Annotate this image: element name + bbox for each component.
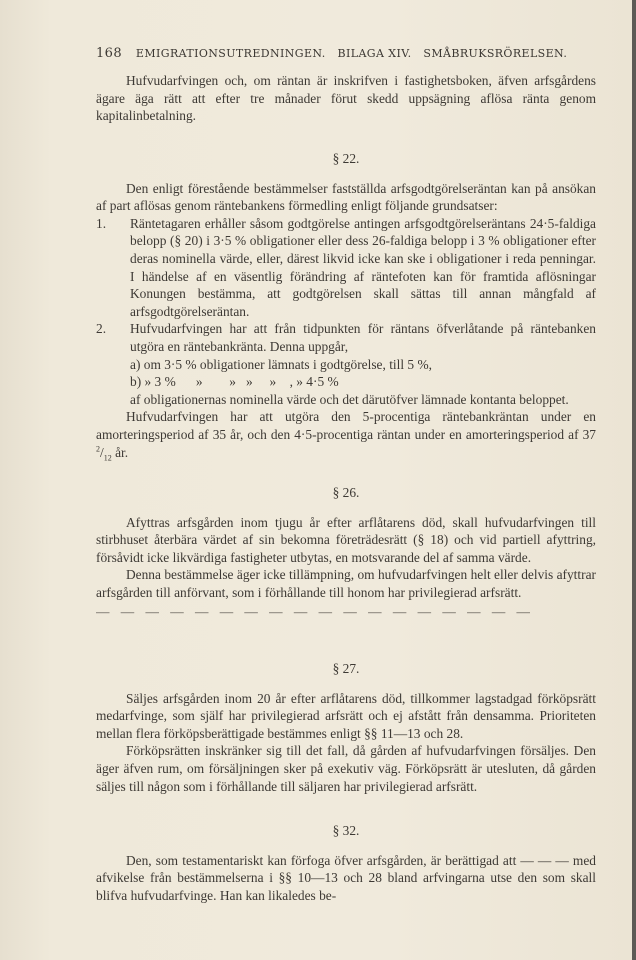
page-edge-shadow — [632, 0, 636, 960]
sub-item-tail: af obligationernas nominella värde och det därutöfver lämnade kontanta beloppet. — [130, 391, 569, 407]
sub-item-a: a) om 3·5 % obligationer lämnats i godtgörelse, till 5 %, — [130, 356, 432, 372]
section-32-paragraph-1: Den, som testamentariskt kan förfoga öfver arfsgården, är berättigad att — — — med afvikelse från bestämmelserna i §§ 10—13 och 28 bland arfvingarna utse den som skall blifva hufvudarfvinge. Han kan likaledes be- — [96, 852, 596, 903]
section-26-heading: § 26. — [332, 485, 360, 500]
section-27-paragraph-1: Säljes arfsgården inom 20 år efter arflåtarens död, tillkommer lagstadgad förköpsrätt medarfvinge, som själf har privilegierad arfsrätt och ej afstått från densamma. Prioriteten mellan flera förköpsberättigade bestämmes enligt §§ 11—13 och 28. — [96, 690, 596, 741]
intro-paragraph — [96, 72, 596, 125]
section-26 — [96, 484, 596, 620]
closing-lead: Hufvudarfvingen har att utgöra den 5-procentiga räntebankräntan under en amorteringsperiod af 35 år, och den 4·5-procentiga räntan under en amorteringsperiod af 37 — [96, 409, 596, 442]
list-item-2-number: 2. — [96, 321, 107, 337]
section-22-intro: Den enligt förestående bestämmelser fastställda arfsgodtgörelseräntan kan på ansökan af part aflösas genom räntebankens förmedling enligt följande grundsatser: — [96, 180, 596, 214]
list-item-2-text: Hufvudarfvingen har att från tidpunkten för räntans öfverlåtande på räntebanken utgöra en räntebankränta. Denna uppgår, — [130, 321, 596, 354]
section-26-paragraph-2: Denna bestämmelse äger icke tillämpning, om hufvudarfvingen helt eller delvis afyttrar arfsgården till anförvant, som i förhållande till honom har privilegierad arfsrätt. — [96, 567, 596, 600]
fraction-numerator: 2 — [96, 444, 100, 454]
section-22 — [96, 150, 596, 461]
section-22-closing: Hufvudarfvingen har att utgöra den 5-procentiga räntebankräntan under en amorteringsperiod af 35 år, och den 4·5-procentiga räntan under en amorteringsperiod af 37 $^2/_{12}$ år. — [96, 409, 596, 463]
intro-text: Hufvudarfvingen och, om räntan är inskrifven i fastighetsboken, äfven arfsgårdens ägare äga rätt att efter tre månader förut skedd uppsägning aflösa ränta genom kapitalinbetalning. — [96, 73, 596, 124]
fraction-denominator: 12 — [103, 453, 112, 463]
section-26-paragraph-1: Afyttras arfsgården inom tjugu år efter arflåtarens död, skall hufvudarfvingen till stirbhuset återbära värdet af sin bekomna företrädesrätt (§ 18) och vid partiell afyttring, försåvidt icke likvärdiga fastigheter utbytas, en motsvarande del af samma värde. — [96, 514, 596, 565]
sub-item-b: b) » 3 % » » » » , » 4·5 % — [130, 374, 339, 390]
list-item-1-number: 1. — [96, 215, 107, 231]
section-27-paragraph-2: Förköpsrätten inskränker sig till det fall, då gården af hufvudarfvingen försäljes. Den äger äfven rum, om försäljningen sker på exekutiv väg. Förköpsrätt är utesluten, då gården säljes till någon som i förhållande till säljaren har privilegierad arfsrätt. — [96, 743, 596, 794]
list-item-1-text: Räntetagaren erhåller såsom godtgörelse antingen arfsgodtgörelseräntans 24·5-faldiga belopp (§ 20) i 3·5 % obligationer eller dess 26-faldiga belopp i 3 % obligationer efter deras nominella värde, eller, därest likvid icke kan ske i obligationer i reda penningar. I händelse af en väsentlig förändring af räntefoten kan för framtida aflösningar Konungen bestämma, att godtgörelsen skall sättas till annan mångfald af arfsgodtgörelseräntan. — [130, 215, 596, 319]
running-header — [96, 46, 596, 61]
page-number: 168 — [96, 46, 123, 61]
closing-tail: år. — [111, 444, 129, 460]
section-32 — [96, 822, 596, 904]
list-item-2 — [96, 320, 596, 355]
section-divider: — — — — — — — — — — — — — — — — — — — [96, 603, 534, 619]
header-appendix: BILAGA XIV. — [337, 47, 412, 60]
list-item-1 — [96, 215, 596, 321]
section-27 — [96, 660, 596, 795]
section-22-heading: § 22. — [332, 151, 360, 166]
section-27-heading: § 27. — [332, 661, 360, 676]
header-section: SMÅBRUKSRÖRELSEN. — [423, 47, 568, 60]
header-title: EMIGRATIONSUTREDNINGEN. — [135, 47, 326, 60]
section-32-heading: § 32. — [332, 823, 360, 838]
